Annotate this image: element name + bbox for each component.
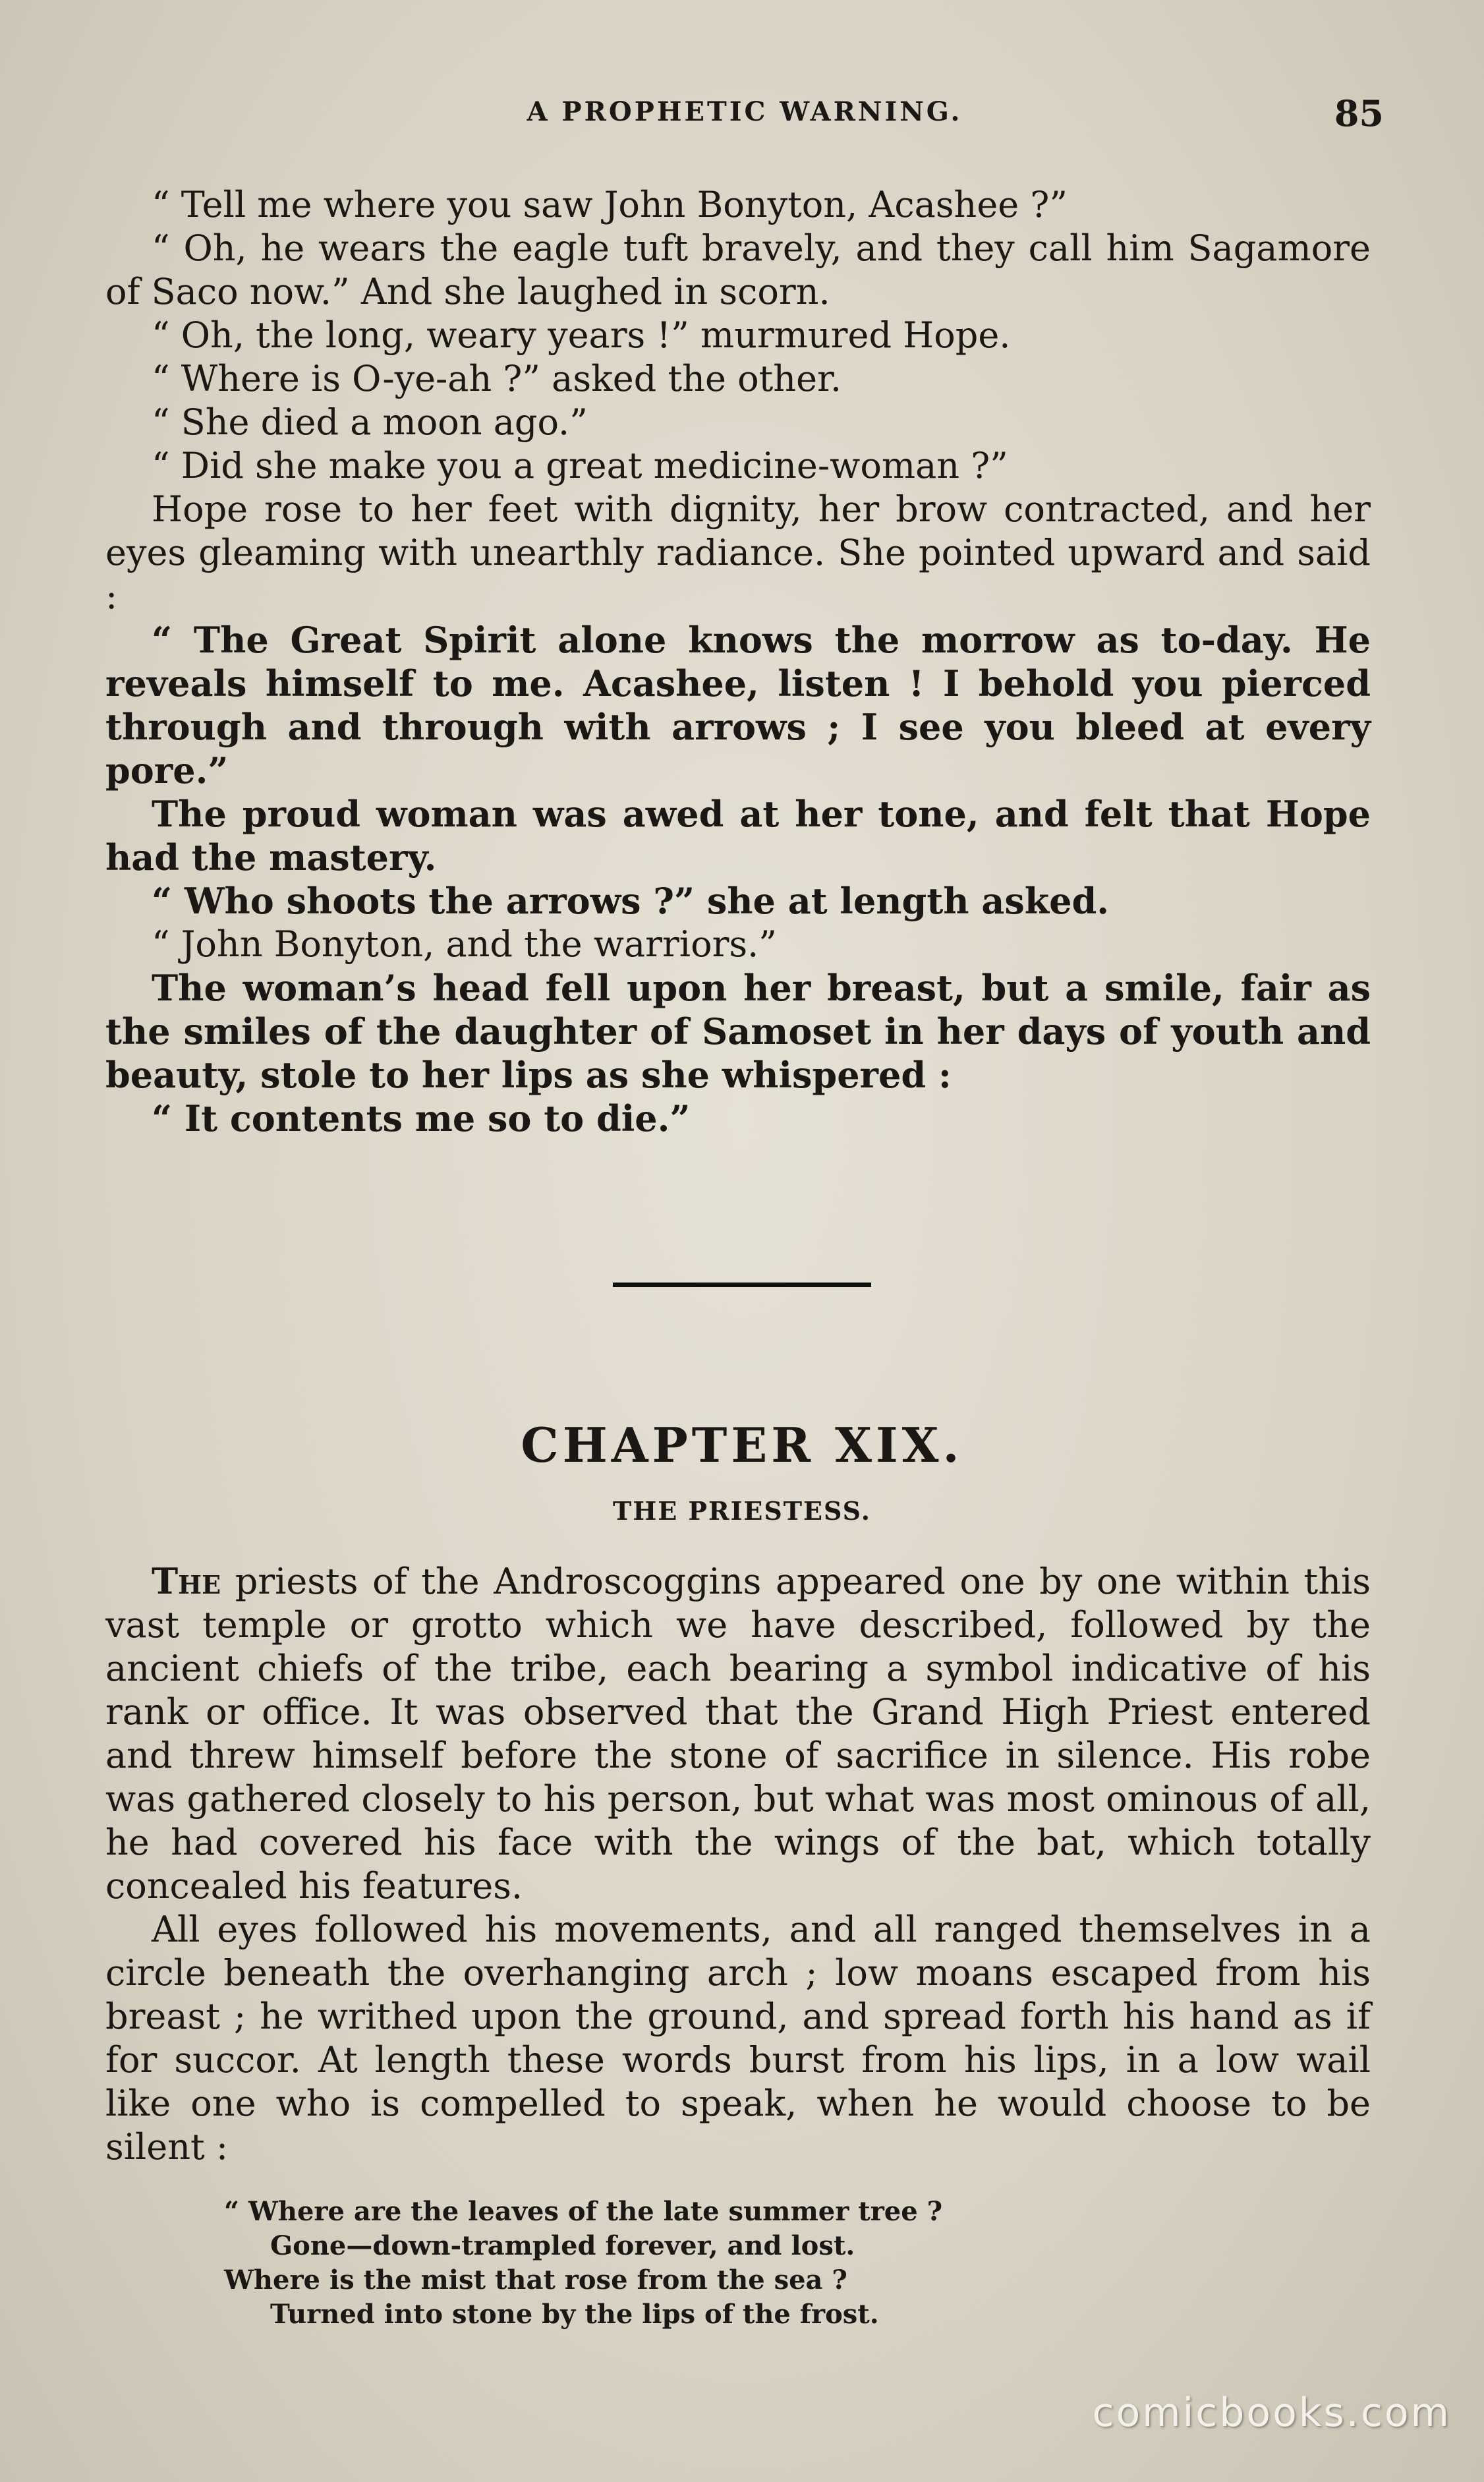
watermark: comicbooks.com	[1092, 2390, 1451, 2436]
verse-block	[224, 2195, 1081, 2332]
dialogue-line: “ Did she make you a great medicine-woman ?”	[152, 445, 1008, 486]
paragraph-text: priests of the Androscoggins appeared one by one within this vast temple or grotto which we have described, followed by the ancient chiefs of the tribe, each bearing a symbol indicative of his rank or office. It was observed that the Grand High Priest entered and threw himself before the stone of sacrifice in silence. His robe was gathered closely to his person, but what was most ominous of all, he had covered his face with the wings of the bat, which totally concealed his features.	[105, 1561, 1371, 1907]
page-number: 85	[1334, 92, 1384, 134]
narrative-paragraph: The proud woman was awed at her tone, and felt that Hope had the mastery.	[105, 793, 1371, 879]
narrative-paragraph: The woman’s head fell upon her breast, but a smile, fair as the smiles of the daughter of Samoset in her days of youth and beauty, stole to her lips as she whispered :	[105, 967, 1371, 1096]
dialogue-line: “ She died a moon ago.”	[152, 401, 588, 443]
verse-line: Gone—down-trampled forever, and lost.	[270, 2230, 855, 2261]
chapter-paragraph: All eyes followed his movements, and all ranged themselves in a circle beneath the overhanging arch ; low moans escaped from his breast ; he writhed upon the ground, and spread forth his hand as if for succor. At length these words burst from his lips, in a low wail like one who is compelled to speak, when he would choose to be silent :	[105, 1909, 1371, 2168]
top-text-block	[105, 183, 1371, 1140]
dialogue-line: “ Oh, the long, weary years !” murmured Hope.	[152, 314, 1011, 356]
chapter-title: CHAPTER XIX.	[521, 1417, 963, 1473]
dialogue-line: “ Where is O-ye-ah ?” asked the other.	[152, 358, 842, 399]
section-divider	[613, 1283, 871, 1287]
chapter-subtitle: THE PRIESTESS.	[613, 1496, 871, 1526]
drop-word: The	[152, 1560, 221, 1602]
dialogue-line: “ Oh, he wears the eagle tuft bravely, and they call him Sagamore of Saco now.” And she laughed in scorn.	[105, 227, 1371, 312]
chapter-paragraph	[105, 1559, 1371, 1908]
narrative-paragraph: Hope rose to her feet with dignity, her brow contracted, and her eyes gleaming with unearthly radiance. She pointed upward and said :	[105, 488, 1371, 617]
verse-line: Where is the mist that rose from the sea ?	[224, 2265, 847, 2295]
dialogue-line: “ John Bonyton, and the warriors.”	[152, 923, 777, 965]
running-title: A PROPHETIC WARNING.	[527, 96, 963, 127]
page-header	[105, 92, 1384, 145]
dialogue-line: “ Tell me where you saw John Bonyton, Acashee ?”	[152, 184, 1068, 225]
chapter-text-block	[105, 1559, 1371, 2169]
dialogue-line: “ It contents me so to die.”	[152, 1097, 691, 1140]
dialogue-line: “ Who shoots the arrows ?” she at length asked.	[152, 880, 1110, 922]
verse-line: Turned into stone by the lips of the frost.	[270, 2299, 879, 2330]
verse-line: “ Where are the leaves of the late summer tree ?	[224, 2196, 943, 2227]
dialogue-line: “ The Great Spirit alone knows the morrow as to-day. He reveals himself to me. Acashee, listen ! I behold you pierced through and through with arrows ; I see you bleed at every pore.”	[105, 619, 1371, 792]
